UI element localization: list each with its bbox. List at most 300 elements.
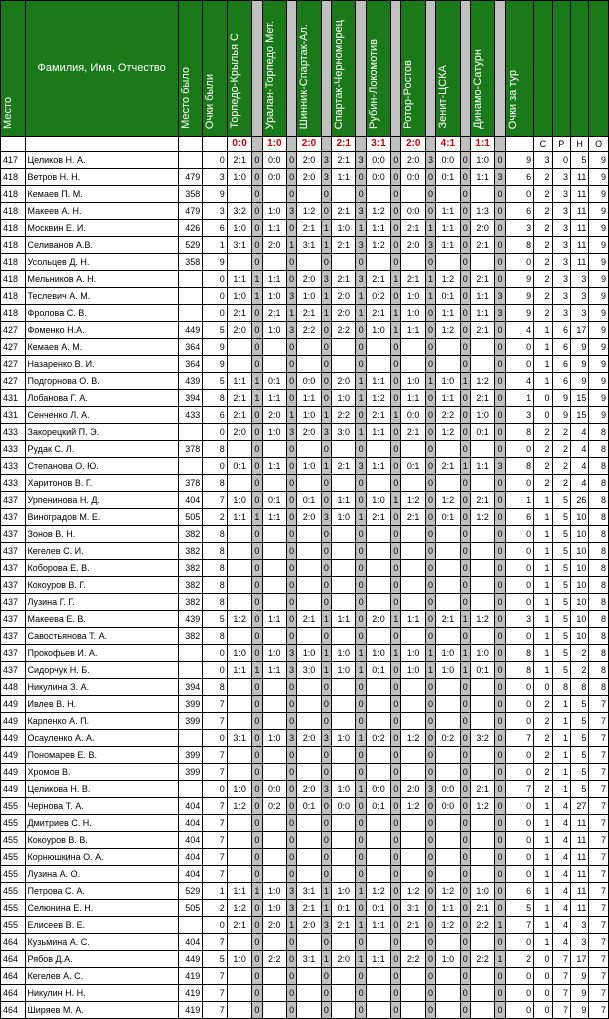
prediction-cell	[470, 441, 495, 458]
match-points-cell: 3	[321, 169, 331, 186]
match-points-cell: 0	[252, 305, 262, 322]
stat-cell: 9	[589, 356, 609, 373]
prediction-cell: 0:0	[331, 798, 356, 815]
match-points-cell: 3	[287, 322, 297, 339]
prediction-cell	[262, 713, 287, 730]
match-points-cell: 0	[425, 798, 435, 815]
match-points-cell: 0	[252, 220, 262, 237]
prediction-cell	[470, 985, 495, 1002]
prediction-cell: 0:0	[366, 169, 391, 186]
prediction-cell: 2:0	[297, 152, 322, 169]
stat-cell: 7	[589, 764, 609, 781]
stat-cell: 1	[534, 611, 552, 628]
match-points-cell: 0	[287, 679, 297, 696]
match-points-cell: 0	[356, 798, 366, 815]
match-points-cell: 0	[391, 832, 401, 849]
place-cell: 437	[1, 611, 26, 628]
match-points-cell: 0	[391, 509, 401, 526]
prediction-cell	[470, 968, 495, 985]
prediction-cell: 2:1	[470, 271, 495, 288]
stat-cell: 11	[570, 220, 588, 237]
prediction-cell	[262, 934, 287, 951]
match-points-cell: 0	[252, 169, 262, 186]
match-points-cell: 0	[252, 951, 262, 968]
match-points-cell: 0	[321, 390, 331, 407]
stat-cell: 11	[570, 849, 588, 866]
name-cell: Целиков Н. А.	[25, 152, 178, 169]
points-were-cell: 7	[203, 713, 228, 730]
match-points-cell: 0	[252, 203, 262, 220]
match-points-cell: 0	[252, 526, 262, 543]
match-points-cell: 0	[391, 679, 401, 696]
stat-cell: 9	[552, 390, 570, 407]
stat-cell: 3	[570, 917, 588, 934]
name-cell: Кемаев П. М.	[25, 186, 178, 203]
prediction-cell: 2:0	[262, 917, 287, 934]
prediction-cell	[262, 475, 287, 492]
tour-points-cell: 0	[505, 849, 534, 866]
prediction-cell	[331, 577, 356, 594]
match-points-cell: 0	[495, 781, 505, 798]
match-result: 2:1	[331, 137, 356, 152]
match-points-cell: 0	[252, 475, 262, 492]
match-points-cell: 3	[287, 645, 297, 662]
match-points-cell: 0	[495, 866, 505, 883]
match-points-cell: 0	[287, 577, 297, 594]
match-points-cell: 0	[287, 696, 297, 713]
prediction-cell: 2:1	[297, 305, 322, 322]
match-points-cell: 1	[356, 220, 366, 237]
match-points-cell: 0	[460, 985, 470, 1002]
match-points-cell: 0	[391, 543, 401, 560]
prediction-cell: 1:0	[331, 645, 356, 662]
table-row	[1, 560, 609, 577]
match-points-cell: 0	[252, 798, 262, 815]
place-was-cell: 439	[178, 611, 203, 628]
prediction-cell: 2:1	[227, 917, 252, 934]
match-points-cell: 1	[356, 424, 366, 441]
match-points-cell: 0	[495, 679, 505, 696]
prediction-cell	[401, 526, 426, 543]
header-match-5: Рубин-Локомотив	[366, 1, 391, 137]
place-was-cell: 382	[178, 577, 203, 594]
prediction-cell: 2:0	[297, 271, 322, 288]
match-points-cell: 0	[425, 356, 435, 373]
prediction-cell	[366, 679, 391, 696]
prediction-cell: 1:0	[436, 373, 461, 390]
place-was-cell: 404	[178, 815, 203, 832]
prediction-cell	[401, 254, 426, 271]
prediction-cell: 1:2	[436, 322, 461, 339]
match-points-cell: 0	[252, 1002, 262, 1019]
stat-cell: 9	[570, 339, 588, 356]
prediction-cell: 2:0	[401, 152, 426, 169]
prediction-cell: 1:2	[366, 203, 391, 220]
table-row	[1, 713, 609, 730]
match-points-cell: 1	[321, 458, 331, 475]
match-points-cell: 0	[287, 492, 297, 509]
place-was-cell	[178, 424, 203, 441]
prediction-cell: 1:0	[401, 305, 426, 322]
match-points-cell: 0	[287, 764, 297, 781]
stat-cell: 7	[589, 730, 609, 747]
table-row	[1, 866, 609, 883]
match-points-cell: 0	[252, 237, 262, 254]
match-points-cell: 0	[495, 424, 505, 441]
prediction-cell	[401, 1002, 426, 1019]
header-points-were: Очки были	[203, 1, 228, 137]
match-result: 2:0	[401, 137, 426, 152]
place-cell: 449	[1, 747, 26, 764]
match-points-cell: 0	[391, 866, 401, 883]
prediction-cell: 1:2	[401, 730, 426, 747]
match-points-cell: 0	[391, 747, 401, 764]
match-points-cell: 0	[391, 968, 401, 985]
prediction-cell: 2:2	[470, 951, 495, 968]
prediction-cell	[401, 543, 426, 560]
place-was-cell: 419	[178, 985, 203, 1002]
prediction-cell: 2:1	[366, 305, 391, 322]
match-points-cell: 0	[252, 679, 262, 696]
place-cell: 427	[1, 356, 26, 373]
table-row	[1, 288, 609, 305]
place-was-cell: 382	[178, 594, 203, 611]
points-were-cell: 0	[203, 645, 228, 662]
match-points-cell: 0	[425, 900, 435, 917]
stat-cell: 0	[552, 152, 570, 169]
prediction-cell	[262, 764, 287, 781]
prediction-cell	[297, 441, 322, 458]
prediction-cell: 1:1	[436, 220, 461, 237]
name-cell: Селюнина Е. Н.	[25, 900, 178, 917]
prediction-cell: 2:1	[331, 237, 356, 254]
prediction-cell: 2:2	[470, 917, 495, 934]
prediction-cell: 1:1	[262, 271, 287, 288]
prediction-cell: 1:1	[436, 305, 461, 322]
match-points-cell: 0	[391, 288, 401, 305]
stat-cell: 9	[589, 339, 609, 356]
points-were-cell: 9	[203, 186, 228, 203]
header-match-2: Уралан-Торпедо Мет.	[262, 1, 287, 137]
prediction-cell: 1:1	[470, 458, 495, 475]
stat-cell: 6	[552, 356, 570, 373]
name-cell: Елисеев В. Е.	[25, 917, 178, 934]
points-were-cell: 8	[203, 628, 228, 645]
prediction-cell: 0:1	[470, 662, 495, 679]
tour-points-cell: 0	[505, 254, 534, 271]
prediction-cell: 0:2	[262, 798, 287, 815]
match-points-cell: 0	[425, 883, 435, 900]
points-were-cell: 0	[203, 271, 228, 288]
prediction-cell	[227, 679, 252, 696]
stat-cell: 9	[570, 373, 588, 390]
prediction-cell: 2:1	[401, 220, 426, 237]
prediction-cell	[401, 815, 426, 832]
place-cell: 433	[1, 441, 26, 458]
prediction-cell	[366, 254, 391, 271]
stat-cell: 2	[534, 781, 552, 798]
header-blank	[552, 1, 570, 137]
points-were-cell: 2	[203, 900, 228, 917]
match-points-cell: 1	[425, 288, 435, 305]
stat-cell: 9	[589, 220, 609, 237]
prediction-cell	[262, 696, 287, 713]
stat-cell: 2	[534, 237, 552, 254]
prediction-cell	[331, 713, 356, 730]
place-was-cell: 529	[178, 883, 203, 900]
prediction-cell: 2:0	[331, 373, 356, 390]
table-row	[1, 815, 609, 832]
match-points-cell: 0	[460, 407, 470, 424]
match-points-cell: 0	[252, 747, 262, 764]
stat-cell: 7	[589, 968, 609, 985]
table-row	[1, 628, 609, 645]
match-points-cell: 1	[321, 662, 331, 679]
stat-cell: 7	[589, 747, 609, 764]
place-cell: 437	[1, 628, 26, 645]
prediction-cell	[366, 832, 391, 849]
prediction-cell: 1:1	[297, 390, 322, 407]
spacer-cell	[495, 137, 505, 152]
stat-cell: 8	[589, 560, 609, 577]
points-were-cell: 8	[203, 526, 228, 543]
name-cell: Усольцев Д. Н.	[25, 254, 178, 271]
match-points-cell: 3	[321, 781, 331, 798]
results-blank	[505, 137, 534, 152]
prediction-cell: 2:1	[331, 917, 356, 934]
stat-cell: 7	[552, 985, 570, 1002]
points-were-cell: 8	[203, 543, 228, 560]
stat-cell: 1	[534, 339, 552, 356]
tour-points-cell: 6	[505, 883, 534, 900]
prediction-cell	[401, 696, 426, 713]
name-cell: Макеев А. Н.	[25, 203, 178, 220]
prediction-cell	[436, 985, 461, 1002]
prediction-cell: 1:0	[297, 407, 322, 424]
prediction-cell: 1:1	[366, 373, 391, 390]
tour-points-cell: 5	[505, 900, 534, 917]
stat-cell: 1	[534, 560, 552, 577]
points-were-cell: 8	[203, 475, 228, 492]
prediction-cell	[262, 526, 287, 543]
stat-cell: 0	[534, 390, 552, 407]
match-points-cell: 3	[356, 458, 366, 475]
prediction-cell	[331, 747, 356, 764]
table-row	[1, 679, 609, 696]
match-points-cell: 0	[321, 866, 331, 883]
place-was-cell: 382	[178, 628, 203, 645]
prediction-cell	[366, 747, 391, 764]
match-points-cell: 0	[425, 679, 435, 696]
table-row	[1, 373, 609, 390]
points-were-cell: 1	[203, 237, 228, 254]
place-cell: 464	[1, 985, 26, 1002]
match-points-cell: 0	[460, 934, 470, 951]
match-points-cell: 0	[287, 985, 297, 1002]
match-points-cell: 0	[495, 271, 505, 288]
place-cell: 437	[1, 662, 26, 679]
match-points-cell: 0	[460, 475, 470, 492]
stat-cell: 6	[552, 373, 570, 390]
match-points-cell: 0	[252, 560, 262, 577]
match-points-cell: 1	[495, 951, 505, 968]
spacer-cell	[460, 137, 470, 152]
prediction-cell: 1:0	[262, 203, 287, 220]
name-cell: Коборова Е. В.	[25, 560, 178, 577]
match-points-cell: 0	[391, 373, 401, 390]
stat-cell: 7	[589, 900, 609, 917]
prediction-cell	[366, 764, 391, 781]
stat-cell: 5	[570, 696, 588, 713]
match-points-cell: 1	[321, 883, 331, 900]
prediction-cell	[470, 594, 495, 611]
prediction-cell	[227, 713, 252, 730]
stat-cell: 1	[534, 322, 552, 339]
prediction-cell	[227, 628, 252, 645]
name-cell: Рябов Д.А.	[25, 951, 178, 968]
stat-cell: 2	[552, 441, 570, 458]
prediction-cell: 2:2	[262, 951, 287, 968]
name-cell: Назаренко В. И.	[25, 356, 178, 373]
stat-cell: 8	[589, 441, 609, 458]
match-points-cell: 0	[425, 747, 435, 764]
match-points-cell: 0	[321, 815, 331, 832]
stat-cell: 1	[534, 645, 552, 662]
prediction-cell	[436, 526, 461, 543]
prediction-cell: 1:0	[401, 288, 426, 305]
match-points-cell: 0	[425, 390, 435, 407]
prediction-cell: 2:1	[401, 917, 426, 934]
match-points-cell: 0	[460, 220, 470, 237]
table-row	[1, 424, 609, 441]
prediction-cell: 0:0	[262, 781, 287, 798]
match-points-cell: 0	[460, 628, 470, 645]
prediction-cell	[227, 764, 252, 781]
header-spacer	[495, 1, 505, 137]
prediction-cell	[297, 968, 322, 985]
match-points-cell: 0	[391, 1002, 401, 1019]
prediction-cell	[262, 577, 287, 594]
match-points-cell: 0	[356, 543, 366, 560]
prediction-cell: 2:0	[297, 730, 322, 747]
match-points-cell: 1	[356, 781, 366, 798]
place-was-cell: 382	[178, 543, 203, 560]
match-points-cell: 0	[287, 458, 297, 475]
match-points-cell: 0	[391, 254, 401, 271]
match-points-cell: 0	[252, 696, 262, 713]
prediction-cell: 2:0	[262, 237, 287, 254]
match-points-cell: 0	[425, 458, 435, 475]
points-were-cell: 6	[203, 407, 228, 424]
match-points-cell: 0	[391, 220, 401, 237]
prediction-cell	[366, 577, 391, 594]
prediction-cell	[401, 934, 426, 951]
prediction-cell	[470, 747, 495, 764]
place-cell: 431	[1, 390, 26, 407]
place-was-cell: 404	[178, 849, 203, 866]
match-points-cell: 0	[495, 356, 505, 373]
stat-cell: 4	[570, 424, 588, 441]
match-points-cell: 0	[425, 866, 435, 883]
table-row	[1, 849, 609, 866]
tour-points-cell: 3	[505, 407, 534, 424]
prediction-cell: 0:1	[366, 798, 391, 815]
match-points-cell: 0	[425, 543, 435, 560]
match-points-cell: 0	[391, 815, 401, 832]
prediction-cell	[436, 560, 461, 577]
prediction-cell	[436, 356, 461, 373]
stat-cell: 9	[570, 356, 588, 373]
name-cell: Степанова О. Ю.	[25, 458, 178, 475]
points-were-cell: 7	[203, 968, 228, 985]
match-points-cell: 3	[495, 169, 505, 186]
stat-cell: 2	[552, 475, 570, 492]
prediction-cell: 1:0	[366, 322, 391, 339]
prediction-cell: 2:1	[227, 305, 252, 322]
prediction-cell	[366, 713, 391, 730]
match-points-cell: 1	[460, 458, 470, 475]
match-points-cell: 0	[425, 203, 435, 220]
prediction-cell: 3:1	[297, 951, 322, 968]
tour-points-cell: 1	[505, 492, 534, 509]
name-cell: Подгорнова О. В.	[25, 373, 178, 390]
prediction-cell	[470, 1002, 495, 1019]
match-points-cell: 0	[287, 713, 297, 730]
stat-cell: 5	[552, 645, 570, 662]
match-points-cell: 0	[460, 968, 470, 985]
prediction-cell: 1:1	[262, 458, 287, 475]
prediction-cell: 1:1	[262, 611, 287, 628]
table-row	[1, 951, 609, 968]
stat-cell: 9	[589, 271, 609, 288]
prediction-cell	[262, 594, 287, 611]
stat-cell: 3	[552, 169, 570, 186]
tour-points-cell: 0	[505, 815, 534, 832]
stat-cell: 15	[570, 390, 588, 407]
tour-points-cell: 0	[505, 186, 534, 203]
match-points-cell: 0	[287, 1002, 297, 1019]
match-points-cell: 3	[287, 662, 297, 679]
prediction-cell: 2:1	[331, 203, 356, 220]
name-cell: Лузина А. О.	[25, 866, 178, 883]
match-points-cell: 1	[460, 645, 470, 662]
prediction-cell: 1:1	[366, 458, 391, 475]
stat-cell: 7	[589, 713, 609, 730]
prediction-cell	[470, 849, 495, 866]
match-result: 2:0	[297, 137, 322, 152]
prediction-cell	[227, 832, 252, 849]
match-points-cell: 0	[356, 985, 366, 1002]
match-points-cell: 0	[252, 152, 262, 169]
match-points-cell: 0	[460, 679, 470, 696]
prediction-cell: 2:1	[470, 322, 495, 339]
match-points-cell: 0	[356, 407, 366, 424]
table-row	[1, 577, 609, 594]
stat-cell: 1	[552, 713, 570, 730]
stat-cell: 0	[534, 1002, 552, 1019]
points-were-cell: 7	[203, 1002, 228, 1019]
match-points-cell: 1	[287, 917, 297, 934]
stat-cell: 2	[534, 747, 552, 764]
name-cell: Лобанова Г. А.	[25, 390, 178, 407]
match-points-cell: 0	[425, 339, 435, 356]
place-was-cell: 426	[178, 220, 203, 237]
prediction-cell	[297, 985, 322, 1002]
match-points-cell: 0	[287, 866, 297, 883]
name-cell: Кегелев С. И.	[25, 543, 178, 560]
stat-cell: 4	[552, 798, 570, 815]
prediction-cell	[227, 968, 252, 985]
